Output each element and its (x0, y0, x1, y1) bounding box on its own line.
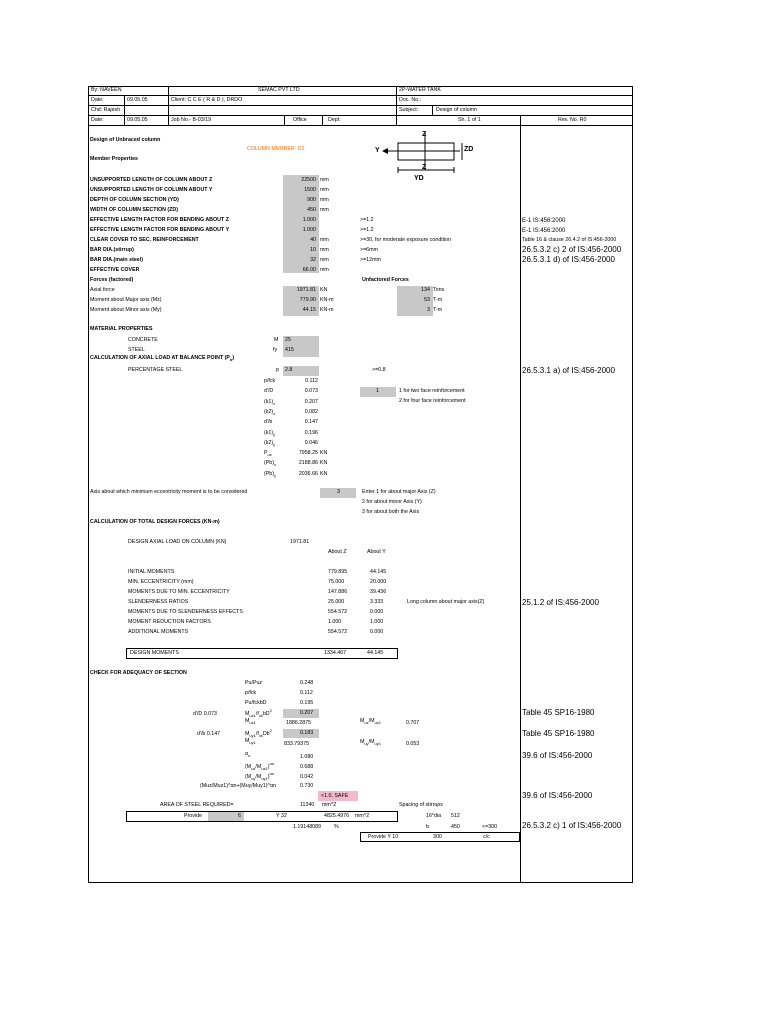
provide-area-unit: mm^2 (355, 813, 370, 819)
property-ref: 26.5.3.2 c) 2 of IS:456-2000 (522, 245, 622, 254)
percentage-steel-label: PERCENTAGE STEEL (128, 367, 183, 373)
balance-symbol: d'/b (264, 419, 273, 426)
percentage-symbol: p (276, 367, 279, 373)
property-unit: mm (320, 237, 329, 243)
property-unit: mm (320, 247, 329, 253)
unfactored-title: Unfactored Forces (362, 277, 409, 283)
balance-unit: KN (320, 470, 328, 477)
ratio-z-value: 0.707 (406, 720, 420, 726)
stirrup-spacing-label: Spacing of stirrups (399, 802, 443, 808)
property-note: >=6mm (360, 247, 378, 253)
steel-grade: 415 (285, 347, 294, 353)
axis-z-top: Z (422, 131, 427, 138)
face-value: 1 (376, 388, 379, 394)
property-value: 1.000 (302, 227, 316, 233)
b-value: 450 (451, 824, 460, 830)
design-row-z: 25.000 (328, 599, 345, 605)
unfactored-value: 134 (421, 287, 430, 293)
design-moments-z: 1334.467 (324, 650, 347, 656)
sixteen-dia-label: 16*dia (426, 813, 442, 819)
design-row-y: 20.000 (370, 579, 387, 585)
sheet-frame (88, 86, 633, 883)
mu1-value: 0.207 (300, 710, 314, 716)
property-label: WIDTH OF COLUMN SECTION (ZD) (90, 207, 178, 213)
property-ref: 26.5.3.1 d) of IS:456-2000 (522, 255, 615, 264)
power-y-symbol: $(M_{uy}/M_{uy1})^{\alpha n}$ (245, 771, 275, 781)
design-moments-y: 44.145 (367, 650, 384, 656)
balance-symbol: d'/D (264, 388, 274, 395)
axis-option-2: 2 for about minor Axis (Y) (362, 499, 422, 505)
property-label: EFFECTIVE LENGTH FACTOR FOR BENDING ABOUT Z (90, 217, 229, 223)
date-value-2: 09.05.05 (127, 117, 148, 123)
property-label: UNSUPPORTED LENGTH OF COLUMN ABOUT Z (90, 177, 213, 183)
unfactored-unit: T-m (433, 297, 443, 303)
design-row-label: MOMENTS DUE TO MIN. ECCENTRICITY (128, 589, 230, 595)
property-ref: E-1 IS:456:2000 (522, 228, 566, 234)
sixteen-dia-value: 512 (451, 813, 460, 819)
axis-y: Y (375, 147, 380, 154)
percentage-ref: 26.5.3.1 a) of IS:456-2000 (522, 366, 615, 375)
company-name: SEMAC PVT LTD (258, 87, 300, 93)
balance-value: 0.147 (304, 419, 318, 426)
area-required-value: 11340 (300, 802, 315, 808)
slenderness-ref: 25.1.2 of IS:456-2000 (522, 598, 599, 607)
date-label: Date: (91, 97, 104, 103)
subject-label: Subject: (399, 107, 419, 113)
rev-no: Rev. No. R0 (558, 117, 587, 123)
property-value: 32 (310, 257, 316, 263)
design-row-y: 3.333 (370, 599, 384, 605)
axis-question: Axis about which minimum eccentricity moment is to be considered (90, 489, 248, 495)
property-unit: mm (320, 207, 329, 213)
percentage-value: 2.8 (285, 367, 293, 373)
unfactored-unit: T-m (433, 307, 443, 313)
property-unit: mm (320, 257, 329, 263)
date-value: 09.05.05 (127, 97, 148, 103)
pu-puz-symbol: Pu/Puz (245, 680, 263, 686)
muy1-symbol: $M_{uy1}$ (245, 738, 256, 746)
header-vline-6 (432, 105, 433, 115)
interaction-sum-label: (Muz/Muz1)^αn+(Muy/Muy1)^αn (200, 783, 276, 789)
property-ref: E-1 IS:456:2000 (522, 218, 566, 224)
clause-396-ref-b: 39.6 of IS:456-2000 (522, 791, 593, 800)
project-name: 2P-WATER TANK (399, 87, 441, 93)
header-vline-3 (284, 115, 285, 125)
axis-option-1: Enter 1 for about major Axis (Z) (362, 489, 436, 495)
design-row-z: 554.572 (328, 629, 348, 635)
provide-stirrup-label: Provide Y 10 (368, 834, 399, 840)
provide-label: Provide (184, 813, 202, 819)
property-value: 1500 (304, 187, 316, 193)
area-required-label: AREA OF STEEL REQUIRED= (160, 802, 234, 808)
header-line-2 (88, 105, 633, 106)
alpha-symbol: $\alpha_n$ (245, 751, 251, 759)
force-value: 1971.81 (296, 287, 316, 293)
steel-percent-value: 1.19148089 (293, 824, 321, 830)
design-row-y: 44.145 (370, 569, 387, 575)
face-option-1: 1 for two face reinforcement (399, 388, 465, 394)
muz1-symbol: $M_{uz1}$ (245, 718, 256, 726)
muy1-value: 833.79375 (284, 741, 310, 747)
balance-symbol: $(k2)_z$ (264, 408, 276, 416)
forces-title: Forces (factored) (90, 277, 134, 283)
mu1-symbol: $M_{uz1}/f_{ck}bD^2$ (245, 708, 272, 718)
header-line-3 (88, 115, 633, 116)
balance-symbol: $(Pb)_z$ (264, 460, 277, 468)
check-title: CHECK FOR ADEQUACY OF SECTION (90, 670, 187, 676)
force-label: Moment about Major axis (Mz) (90, 297, 162, 303)
header-vline-2 (168, 86, 169, 126)
date-label-2: Date: (91, 117, 104, 123)
balance-value: 0.207 (304, 398, 318, 405)
percentage-note: >=0.8 (372, 367, 386, 373)
column-member: COLUMN MEMBER: C1 (247, 146, 305, 152)
design-row-z: 1.000 (328, 619, 342, 625)
design-row-y: 0.000 (370, 629, 384, 635)
balance-symbol: p/fck (264, 378, 276, 384)
muz1-value: 1886.2875 (286, 720, 312, 726)
design-row-label: INITIAL MOMENTS (128, 569, 175, 575)
ratio-y-value: 0.053 (406, 741, 420, 747)
header-line-1 (88, 95, 633, 96)
dept-label: Dept: (328, 117, 341, 123)
header-vline-7 (520, 115, 521, 125)
subject-value: Design of column (436, 107, 477, 113)
b-label: b (426, 824, 429, 830)
power-z-value: 0.688 (300, 764, 314, 770)
ratio-z-symbol: $M_{uz}/M_{uz1}$ (360, 718, 381, 726)
balance-symbol: $P_{uz}$ (264, 450, 272, 458)
pufckbd-value: 0.195 (300, 700, 314, 706)
axis-option-3: 3 for about both the Axis (362, 509, 420, 515)
client-name: Client: C C E ( R & D ), DRDO (171, 97, 243, 103)
property-note: >=1.2 (360, 217, 374, 223)
dim-zd: ZD (464, 146, 474, 153)
design-row-y: 1.000 (370, 619, 384, 625)
property-value: 1.000 (302, 217, 316, 223)
balance-title: CALCULATION OF AXIAL LOAD AT BALANCE POINT $(P_b)$ (90, 355, 235, 363)
balance-value: 0.046 (304, 439, 318, 446)
header-vline-1 (124, 95, 125, 125)
force-label: Axial force (90, 287, 115, 293)
balance-value: 2188.86 (298, 460, 318, 467)
header-line-4 (88, 125, 633, 126)
table45-ref-b: Table 45 SP16-1980 (522, 729, 595, 738)
power-z-symbol: $(M_{uz}/M_{uz1})^{\alpha n}$ (245, 761, 275, 771)
header-vline-5 (396, 86, 397, 126)
provide-number: 6 (238, 813, 241, 819)
alpha-value: 1.080 (300, 754, 314, 760)
force-unit: KN (320, 287, 328, 293)
property-label: EFFECTIVE LENGTH FACTOR FOR BENDING ABOUT Y (90, 227, 230, 233)
long-column-note: Long column about major axis(Z) (407, 599, 485, 605)
office-label: Office (293, 117, 307, 123)
steel-symbol: fy (273, 347, 278, 353)
balance-symbol: $(k1)_z$ (264, 398, 276, 406)
force-unit: KN-m (320, 297, 334, 303)
balance-symbol: $(k1)_y$ (264, 429, 276, 437)
provide-area: 4825.4976 (324, 813, 350, 819)
power-y-value: 0.042 (300, 774, 314, 780)
pfck-value: 0.112 (300, 690, 313, 696)
force-label: Moment about Minor axis (My) (90, 307, 162, 313)
face-option-2: 2 for four face reinforcement (399, 398, 466, 404)
col-about-z: About Z (328, 549, 347, 555)
design-row-y: 0.000 (370, 609, 384, 615)
area-required-unit: mm^2 (322, 802, 337, 808)
provide-stirrup-cc: c/c (483, 834, 490, 840)
property-note: >=12mm (360, 257, 381, 263)
property-value: 22500 (301, 177, 316, 183)
balance-unit: KN (320, 450, 328, 457)
mu2-symbol: $M_{uy1}/f_{ck}Db^2$ (245, 728, 272, 738)
property-label: CLEAR COVER TO SEC. REINFORCEMENT (90, 237, 199, 243)
balance-symbol: $(k2)_y$ (264, 439, 276, 447)
design-title: Design of Unbraced column (90, 137, 161, 143)
stirrup-ref: 26.5.3.2 c) 1 of IS:456-2000 (522, 821, 622, 830)
property-note: >=1.2 (360, 227, 374, 233)
balance-value: 0.196 (304, 429, 318, 436)
safe-badge: <1.0, SAFE (321, 793, 349, 799)
max-spacing: <=300 (482, 824, 498, 830)
property-label: BAR DIA.(main steel) (90, 257, 143, 263)
design-moments-label: DESIGN MOMENTS (130, 650, 179, 656)
property-unit: mm (320, 267, 329, 273)
steel-label: STEEL (128, 347, 145, 353)
balance-symbol: $(Pb)_y$ (264, 470, 277, 478)
property-value: 10 (310, 247, 316, 253)
pufckbd-symbol: Pu/fckbD (245, 700, 267, 706)
dim-yd: YD (414, 175, 424, 182)
balance-value: 7958.25 (298, 450, 318, 457)
property-unit: mm (320, 187, 329, 193)
header-vline-4 (322, 115, 323, 125)
property-label: DEPTH OF COLUMN SECTION (YD) (90, 197, 179, 203)
design-axial-label: DESIGN AXIAL LOAD ON COLUMN (KN) (128, 539, 227, 545)
column-section-diagram (370, 130, 480, 186)
unfactored-unit: Tons (433, 287, 445, 293)
design-row-z: 554.572 (328, 609, 348, 615)
job-no: Job No.- B-03/19 (171, 117, 212, 123)
checked-by: Chd: Rajesh (91, 107, 121, 113)
ref-column-line (520, 125, 521, 883)
mu2-value: 0.183 (300, 730, 314, 736)
design-row-label: MIN. ECCENTRICITY (mm) (128, 579, 194, 585)
force-value: 44.15 (302, 307, 316, 313)
design-row-z: 147.886 (328, 589, 348, 595)
property-ref: Table 16 & clause 26.4.2 of IS:456-2000 (522, 237, 617, 243)
property-value: 66.00 (302, 267, 316, 273)
steel-percent-unit: % (334, 824, 339, 830)
d-over-D: d'/D 0.073 (193, 711, 217, 717)
concrete-symbol: M (274, 337, 279, 343)
provide-diameter: Y 32 (276, 813, 287, 819)
property-unit: mm (320, 177, 329, 183)
property-label: UNSUPPORTED LENGTH OF COLUMN ABOUT Y (90, 187, 213, 193)
axis-value: 3 (337, 489, 340, 495)
balance-unit: KN (320, 460, 328, 467)
ratio-y-symbol: $M_{uy}/M_{uy1}$ (360, 739, 381, 747)
design-forces-title: CALCULATION OF TOTAL DESIGN FORCES (KN-m) (90, 519, 220, 525)
property-value: 450 (307, 207, 316, 213)
property-label: BAR DIA.(stirrup) (90, 247, 134, 253)
table45-ref-a: Table 45 SP16-1980 (522, 708, 595, 717)
member-properties: Member Properties (90, 156, 138, 162)
d-over-b: d'/b 0.147 (197, 731, 221, 737)
property-label: EFFECTIVE COVER (90, 267, 140, 273)
pfck-symbol: p/fck (245, 690, 257, 696)
property-unit: mm (320, 197, 329, 203)
property-note: >=30, for moderate exposure condition (360, 237, 451, 243)
design-axial-value: 1971.81 (290, 539, 310, 545)
balance-value: 2036.66 (298, 470, 318, 477)
balance-value: 0.112 (305, 378, 318, 384)
force-value: 779.90 (299, 297, 316, 303)
pu-puz-value: 0.248 (300, 680, 314, 686)
col-about-y: About Y (367, 549, 386, 555)
design-row-label: ADDITIONAL MOMENTS (128, 629, 189, 635)
design-row-label: MOMENTS DUE TO SLENDERNESS EFFECTS (128, 609, 243, 615)
design-row-label: SLENDERNESS RATIOS (128, 599, 189, 605)
force-unit: KN-m (320, 307, 334, 313)
provide-stirrup-spacing: 300 (433, 834, 442, 840)
design-row-z: 779.895 (328, 569, 348, 575)
unfactored-value: 53 (424, 297, 430, 303)
sheet-no: Sh. 1 of 1 (458, 117, 481, 123)
clause-396-ref-a: 39.6 of IS:456-2000 (522, 751, 593, 760)
by-label: By: NAVEEN (91, 87, 122, 93)
interaction-sum-value: 0.730 (300, 783, 314, 789)
design-row-label: MOMENT REDUCTION FACTORS (128, 619, 211, 625)
design-row-z: 75.000 (328, 579, 345, 585)
unfactored-value: 3 (427, 307, 430, 313)
property-value: 40 (310, 237, 316, 243)
balance-value: 0.073 (304, 388, 318, 395)
material-title: MATERIAL PROPERTIES (90, 326, 153, 332)
design-row-y: 39.436 (370, 589, 387, 595)
concrete-label: CONCRETE (128, 337, 158, 343)
concrete-grade: 25 (285, 337, 291, 343)
doc-no: Doc. No.: (399, 97, 422, 103)
balance-value: 0.082 (304, 408, 318, 415)
axis-z-bottom: Z (422, 164, 427, 171)
property-value: 900 (307, 197, 316, 203)
